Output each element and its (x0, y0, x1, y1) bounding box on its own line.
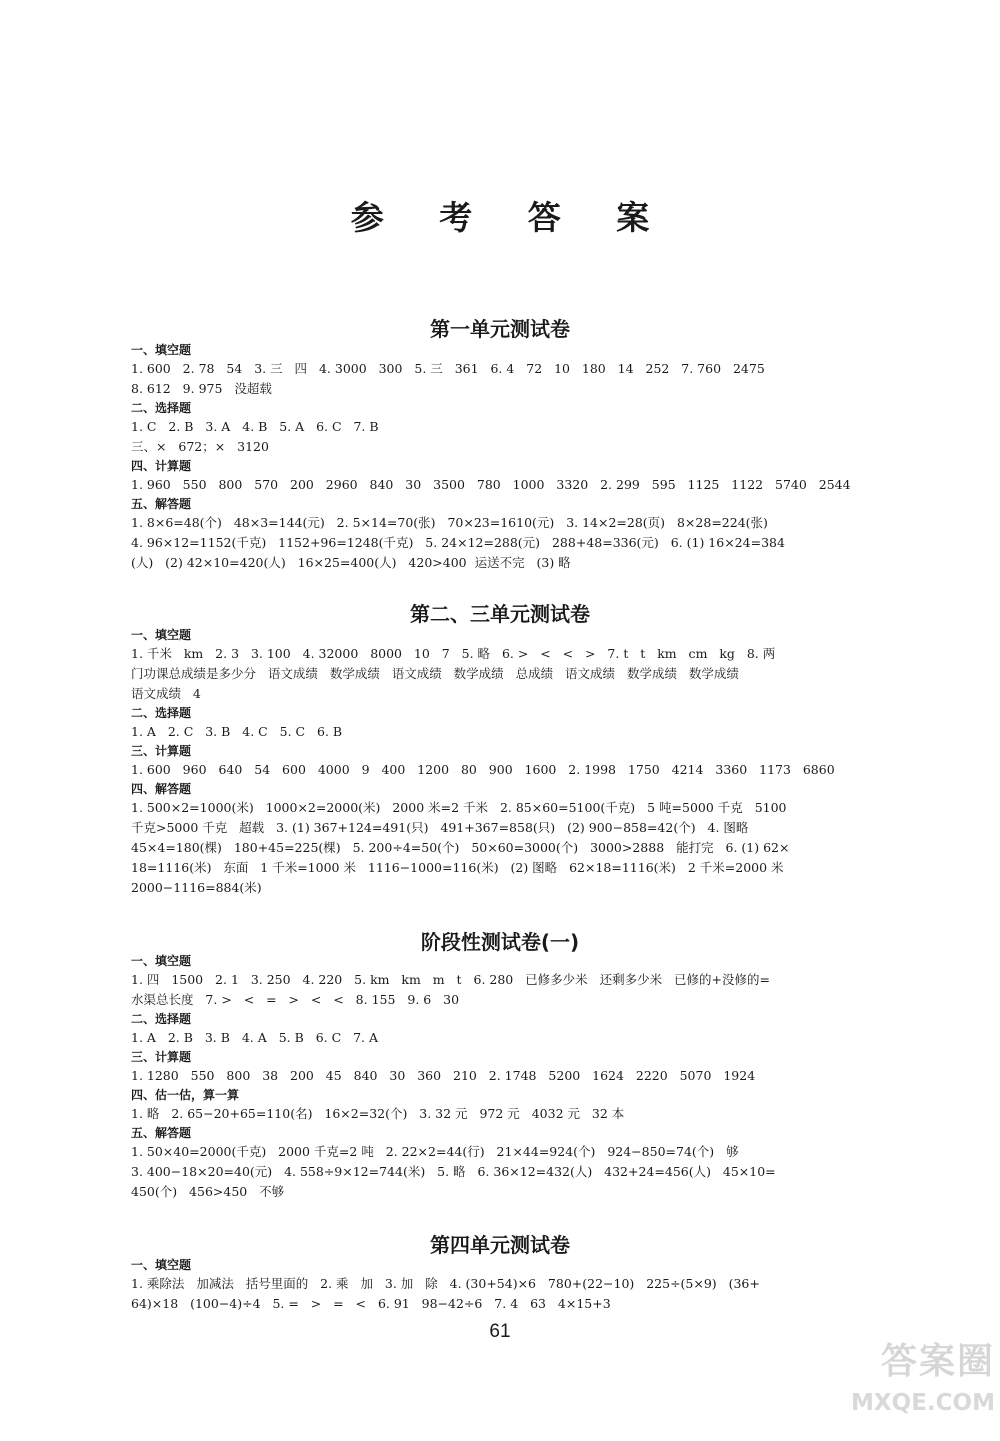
part-heading: 五、解答题 (131, 1126, 192, 1140)
part-heading: 三、计算题 (131, 744, 192, 758)
page-number: 61 (489, 1321, 511, 1342)
part-heading: 一、填空题 (131, 628, 192, 642)
answer-line: 1. 千米 km 2. 3 3. 100 4. 32000 8000 10 7 5. 略 6. > < < > 7. t t km cm kg 8. 两 (131, 646, 776, 661)
answer-line: 1. C 2. B 3. A 4. B 5. A 6. C 7. B (131, 419, 379, 434)
page-title: 参 考 答 案 (350, 198, 672, 237)
part-heading: 二、选择题 (131, 1012, 192, 1026)
answer-line: 8. 612 9. 975 没超载 (131, 381, 272, 396)
answer-line: 水渠总长度 7. > < = > < < 8. 155 9. 6 30 (131, 992, 460, 1007)
answer-line: (人) (2) 42×10=420(人) 16×25=400(人) 420>400 运送不完 (3) 略 (131, 555, 571, 570)
answer-line: 45×4=180(棵) 180+45=225(棵) 5. 200÷4=50(个) 50×60=3000(个) 3000>2888 能打完 6. (1) 62× (131, 840, 790, 855)
answer-line: 4. 96×12=1152(千克) 1152+96=1248(千克) 5. 24×12=288(元) 288+48=336(元) 6. (1) 16×24=384 (131, 535, 785, 550)
answer-line: 1. 960 550 800 570 200 2960 840 30 3500 780 1000 3320 2. 299 595 1125 1122 5740 2544 (131, 477, 851, 492)
section-title-unit-1: 第一单元测试卷 (430, 317, 570, 341)
part-heading: 五、解答题 (131, 497, 192, 511)
answer-line: 语文成绩 4 (131, 686, 201, 701)
section-body-unit-4 (131, 1256, 911, 1314)
answer-line: 1. 600 2. 78 54 3. 三 四 4. 3000 300 5. 三 361 6. 4 72 10 180 14 252 7. 760 2475 (131, 361, 765, 376)
watermark-logo: 答案圈 (880, 1341, 995, 1382)
section-title-stage-test-1: 阶段性测试卷(一) (420, 930, 580, 954)
answer-line: 门功课总成绩是多少分 语文成绩 数学成绩 语文成绩 数学成绩 总成绩 语文成绩 数学成绩 数学成绩 (131, 666, 739, 681)
section-body-unit-2-3 (131, 626, 911, 898)
answer-line: 64)×18 (100−4)÷4 5. = > = < 6. 91 98−42÷6 7. 4 63 4×15+3 (131, 1296, 611, 1311)
answer-line: 1. 50×40=2000(千克) 2000 千克=2 吨 2. 22×2=44(行) 21×44=924(个) 924−850=74(个) 够 (131, 1144, 739, 1159)
part-heading: 三、计算题 (131, 1050, 192, 1064)
answer-line: 1. 500×2=1000(米) 1000×2=2000(米) 2000 米=2 千米 2. 85×60=5100(千克) 5 吨=5000 千克 5100 (131, 800, 787, 815)
answer-line: 1. 1280 550 800 38 200 45 840 30 360 210 2. 1748 5200 1624 2220 5070 1924 (131, 1068, 756, 1083)
answer-line: 1. 乘除法 加减法 括号里面的 2. 乘 加 3. 加 除 4. (30+54)×6 780+(22−10) 225÷(5×9) (36+ (131, 1276, 760, 1291)
section-title-unit-4: 第四单元测试卷 (430, 1233, 570, 1257)
answer-line: 2000−1116=884(米) (131, 880, 262, 895)
answer-line: 三、× 672；× 3120 (131, 439, 269, 454)
part-heading: 四、解答题 (131, 782, 192, 796)
part-heading: 一、填空题 (131, 1258, 192, 1272)
answer-line: 3. 400−18×20=40(元) 4. 558÷9×12=744(米) 5. 略 6. 36×12=432(人) 432+24=456(人) 45×10= (131, 1164, 776, 1179)
watermark-url: MXQE.COM (851, 1390, 995, 1416)
part-heading: 四、计算题 (131, 459, 192, 473)
answer-line: 1. 略 2. 65−20+65=110(名) 16×2=32(个) 3. 32 元 972 元 4032 元 32 本 (131, 1106, 625, 1121)
part-heading: 一、填空题 (131, 343, 192, 357)
answer-line: 18=1116(米) 东面 1 千米=1000 米 1116−1000=116(米) (2) 图略 62×18=1116(米) 2 千米=2000 米 (131, 860, 784, 875)
section-body-unit-1 (131, 341, 911, 573)
answer-line: 1. A 2. C 3. B 4. C 5. C 6. B (131, 724, 343, 739)
answer-line: 450(个) 456>450 不够 (131, 1184, 285, 1199)
answer-line: 1. 8×6=48(个) 48×3=144(元) 2. 5×14=70(张) 70×23=1610(元) 3. 14×2=28(页) 8×28=224(张) (131, 515, 768, 530)
watermark (830, 1338, 995, 1434)
answer-line: 千克>5000 千克 超载 3. (1) 367+124=491(只) 491+367=858(只) (2) 900−858=42(个) 4. 图略 (131, 820, 749, 835)
part-heading: 二、选择题 (131, 706, 192, 720)
answer-line: 1. 600 960 640 54 600 4000 9 400 1200 80 900 1600 2. 1998 1750 4214 3360 1173 6860 (131, 762, 835, 777)
answer-line: 1. A 2. B 3. B 4. A 5. B 6. C 7. A (131, 1030, 379, 1045)
part-heading: 四、估一估，算一算 (131, 1088, 240, 1102)
answer-line: 1. 四 1500 2. 1 3. 250 4. 220 5. km km m t 6. 280 已修多少米 还剩多少米 已修的+没修的= (131, 972, 770, 987)
part-heading: 一、填空题 (131, 954, 192, 968)
section-title-unit-2-3: 第二、三单元测试卷 (410, 602, 590, 626)
section-body-stage-test-1 (131, 952, 911, 1202)
part-heading: 二、选择题 (131, 401, 192, 415)
